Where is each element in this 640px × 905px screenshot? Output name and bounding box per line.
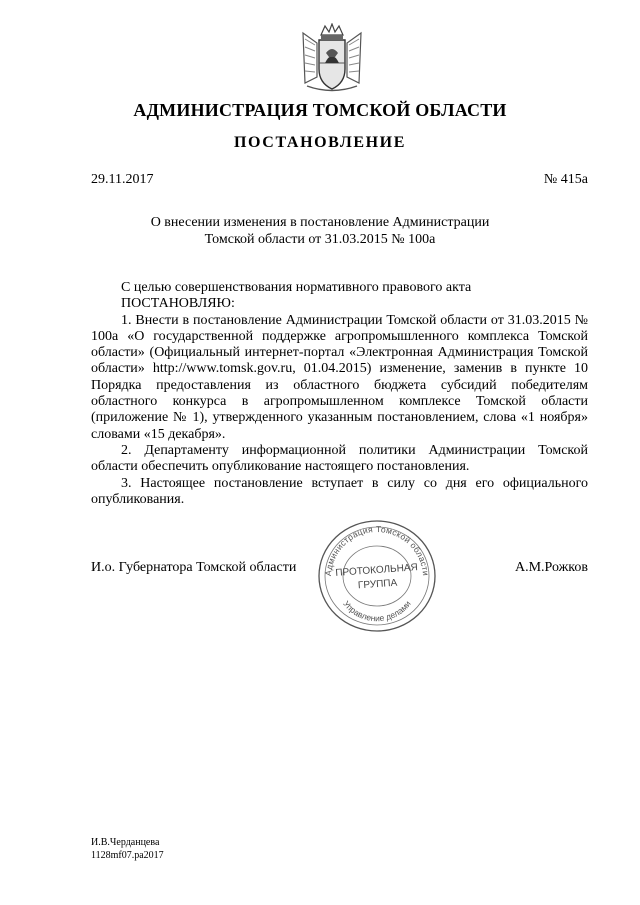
stamp-center-line: ПРОТОКОЛЬНАЯ <box>335 562 419 579</box>
subject-line: Томской области от 31.03.2015 № 100а <box>204 232 436 247</box>
file-code: 1128mf07.pa2017 <box>91 850 164 861</box>
stamp-ring-bottom-text: Управление делами <box>341 598 413 624</box>
document-date: 29.11.2017 <box>91 172 154 187</box>
organization-title: АДМИНИСТРАЦИЯ ТОМСКОЙ ОБЛАСТИ <box>133 100 507 120</box>
stamp-center-line: ГРУППА <box>357 577 398 592</box>
signer-name: А.М.Рожков <box>514 560 588 575</box>
executor-name: И.В.Черданцева <box>91 837 160 848</box>
decree-word: ПОСТАНОВЛЯЮ: <box>121 296 235 312</box>
footer <box>91 836 164 862</box>
signer-position: И.о. Губернатора Томской области <box>91 560 297 575</box>
clause-1: 1. Внести в постановление Администрации Томской области от 31.03.2015 № 100а «О государственной поддержке агропромышленного комплекса Томской области» (Официальный интернет-портал «Электронная Администрация Томской области» http://www.tomsk.gov.ru, 01.04.2015) изменение, заменив в пункте 10 Порядка предоставления из областного бюджета субсидий победителям областного конкурса в агропромышленном комплексе Томской области (приложение № 1), утвержденного указанным постановлением, слова «1 ноября» словами «15 декабря». <box>91 312 588 442</box>
document-type-title: ПОСТАНОВЛЕНИЕ <box>234 134 406 151</box>
stamp-ring-top-text: Администрация Томской области <box>322 523 431 577</box>
document-subject <box>80 214 560 248</box>
subject-line: О внесении изменения в постановление Администрации <box>150 215 490 230</box>
coat-of-arms-icon <box>299 23 365 93</box>
intro-paragraph: С целью совершенствования нормативного правового акта <box>121 280 472 295</box>
document-body <box>91 280 588 508</box>
clause-2: 2. Департаменту информационной политики Администрации Томской области обеспечить опубликование настоящего постановления. <box>91 442 588 475</box>
document-number: № 415а <box>543 172 588 187</box>
clause-3: 3. Настоящее постановление вступает в силу со дня его официального опубликования. <box>91 475 588 507</box>
official-stamp <box>313 514 441 634</box>
